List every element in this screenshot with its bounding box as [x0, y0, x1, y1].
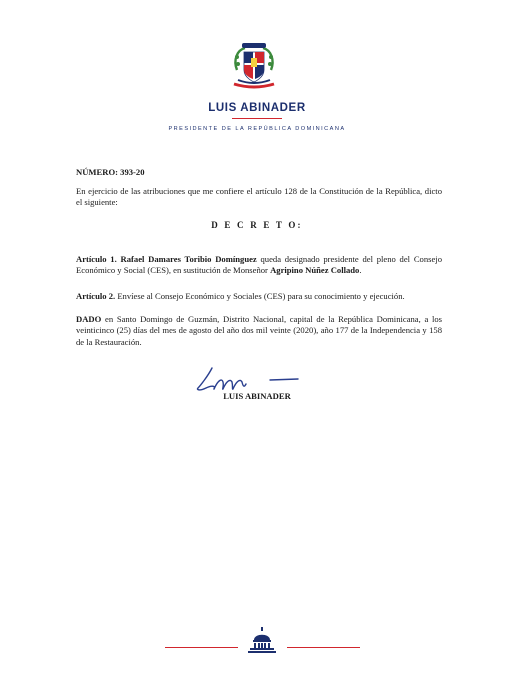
decree-preamble: En ejercicio de las atribuciones que me confiere el artículo 128 de la Constitución de la República, dicto el siguiente:	[76, 186, 442, 208]
coat-of-arms-icon	[229, 40, 279, 94]
header-title: PRESIDENTE DE LA REPÚBLICA DOMINICANA	[168, 126, 346, 132]
dado-label: DADO	[76, 314, 102, 324]
dado-clause	[76, 314, 442, 348]
national-palace-icon	[247, 627, 277, 653]
signatory-name: LUIS ABINADER	[223, 391, 291, 401]
footer-divider-left	[165, 647, 238, 648]
article-2-text: Envíese al Consejo Económico y Sociales (CES) para su conocimiento y ejecución.	[117, 291, 405, 301]
article-1-end: .	[359, 265, 362, 276]
article-2	[76, 291, 442, 302]
dado-text: en Santo Domingo de Guzmán, Distrito Nacional, capital de la República Dominicana, a los veinticinco (25) días del mes de agosto del año dos mil veinte (2020), año 177 de la Independencia y 158 de la Restauración.	[76, 314, 442, 347]
article-1-appointee: Rafael Damares Toribio Domínguez	[120, 254, 257, 264]
signature-image	[190, 360, 310, 394]
decree-number: NÚMERO: 393-20	[76, 167, 145, 177]
article-2-label: Artículo 2.	[76, 291, 116, 301]
article-1	[76, 254, 442, 277]
header-divider	[232, 118, 282, 119]
footer-divider-right	[287, 647, 360, 648]
article-1-label: Artículo 1.	[76, 254, 117, 264]
header-name: LUIS ABINADER	[208, 102, 306, 114]
article-1-replaced: Agripino Núñez Collado	[270, 265, 360, 276]
decree-heading: D E C R E T O:	[211, 220, 303, 230]
article-1-text: queda designado presidente del pleno del Consejo Económico y Social (CES), en sustitución de Monseñor	[76, 254, 442, 276]
